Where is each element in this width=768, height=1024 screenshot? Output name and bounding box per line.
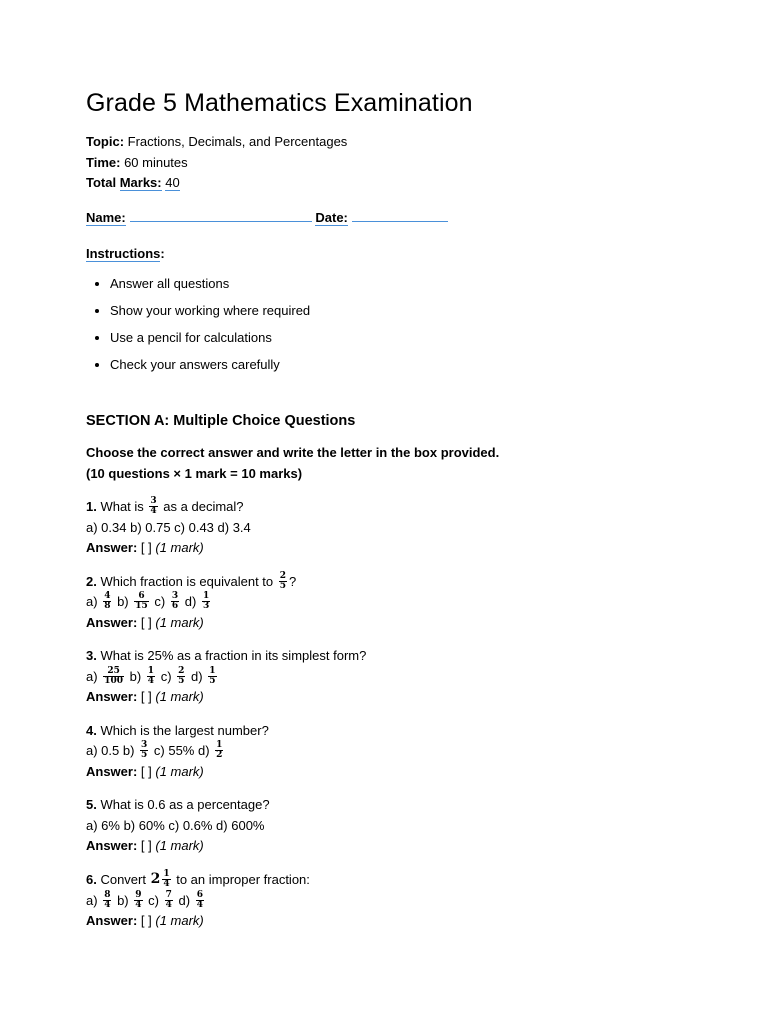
fraction	[208, 667, 216, 686]
question-number: 3.	[86, 648, 97, 664]
fraction	[202, 592, 210, 611]
fraction-denominator: 4	[165, 899, 172, 910]
answer-line	[86, 762, 706, 783]
total-value: 40	[165, 175, 180, 190]
mark-value: (1 mark)	[155, 614, 204, 630]
fraction	[162, 870, 170, 889]
fraction-numerator: 25	[103, 667, 124, 677]
answer-label: Answer:	[86, 689, 138, 705]
answer-line	[86, 911, 706, 932]
question-text: as a decimal?	[159, 499, 244, 515]
mark-value: (1 mark)	[155, 913, 204, 929]
question-text: Which is the largest number?	[96, 722, 269, 738]
question-4-stem	[86, 721, 706, 742]
exam-page	[86, 88, 706, 932]
fraction	[177, 667, 185, 686]
name-blank[interactable]	[130, 207, 312, 222]
question-number: 1.	[86, 499, 97, 515]
list-item: • Check your answers carefully	[110, 355, 706, 375]
total-marks-line	[86, 173, 706, 194]
question-2-options	[86, 592, 706, 613]
name-label: Name:	[86, 209, 126, 225]
list-item: • Answer all questions	[110, 274, 706, 294]
question-text: What is	[96, 499, 148, 515]
time-line	[86, 153, 706, 174]
time-value: 60 minutes	[124, 154, 188, 170]
option-text: a) 0.5 b)	[86, 743, 139, 759]
fraction-denominator: 4	[150, 506, 157, 517]
date-blank[interactable]	[352, 207, 448, 222]
fraction-denominator: 4	[104, 899, 111, 910]
fraction-denominator: 5	[178, 675, 185, 686]
option-label: c)	[148, 892, 159, 908]
answer-line	[86, 836, 706, 857]
question-6	[86, 870, 706, 932]
name-date-row	[86, 207, 706, 228]
fraction-denominator: 8	[104, 601, 111, 612]
page-title: Grade 5 Mathematics Examination	[86, 89, 473, 117]
question-1-options: a) 0.34 b) 0.75 c) 0.43 d) 3.4	[86, 519, 251, 535]
list-item: • Use a pencil for calculations	[110, 328, 706, 348]
option-label: b)	[117, 892, 129, 908]
fraction-denominator: 4	[147, 675, 155, 686]
fraction-numerator: 1	[163, 868, 170, 879]
topic-line	[86, 132, 706, 153]
fraction	[215, 741, 223, 760]
answer-label: Answer:	[86, 614, 138, 630]
instructions-heading	[86, 244, 706, 264]
question-text: to an improper fraction:	[172, 871, 310, 887]
instructions-heading-colon: :	[160, 245, 165, 261]
question-5-options: a) 6% b) 60% c) 0.6% d) 600%	[86, 817, 265, 833]
topic-label: Topic:	[86, 134, 125, 149]
question-text: Which fraction is equivalent to	[96, 573, 277, 589]
fraction-numerator: 8	[104, 889, 111, 900]
total-label-prefix: Total	[86, 175, 120, 190]
answer-box[interactable]: [ ]	[137, 540, 156, 556]
fraction-numerator: 1	[209, 665, 216, 676]
fraction	[134, 891, 142, 910]
section-a-instruction-2: (10 questions × 1 mark = 10 marks)	[86, 465, 303, 481]
fraction	[147, 667, 155, 686]
question-1	[86, 497, 706, 559]
question-number: 4.	[86, 722, 97, 738]
fraction-numerator: 3	[150, 496, 157, 507]
section-a-instruction-1: Choose the correct answer and write the letter in the box provided.	[86, 445, 500, 461]
mark-value: (1 mark)	[155, 838, 204, 854]
answer-box[interactable]: [ ]	[137, 913, 156, 929]
answer-line	[86, 613, 706, 634]
question-number: 5.	[86, 797, 97, 813]
fraction	[103, 667, 124, 686]
section-a-instructions	[86, 443, 706, 484]
option-label: d)	[191, 668, 203, 684]
total-label-marks: Marks:	[119, 175, 162, 190]
option-label: b)	[117, 594, 129, 610]
question-6-stem	[86, 870, 706, 891]
time-label: Time:	[86, 154, 121, 170]
question-text: What is 25% as a fraction in its simplest form?	[96, 648, 367, 664]
fraction-denominator: 3	[202, 601, 210, 612]
fraction-denominator: 6	[171, 601, 179, 612]
mixed-number-whole: 2	[150, 871, 161, 888]
option-label: c)	[160, 668, 172, 684]
fraction-numerator: 2	[178, 665, 185, 676]
question-4-options	[86, 741, 706, 762]
question-2-stem	[86, 572, 706, 593]
fraction-numerator: 1	[216, 740, 223, 751]
section-a-title: SECTION A: Multiple Choice Questions	[86, 413, 356, 430]
mark-value: (1 mark)	[155, 540, 204, 556]
answer-box[interactable]: [ ]	[137, 838, 156, 854]
fraction-denominator: 4	[196, 899, 203, 910]
question-5-stem	[86, 795, 706, 816]
question-6-options	[86, 891, 706, 912]
fraction-numerator: 6	[196, 889, 203, 900]
option-label: b)	[129, 668, 142, 684]
option-label: d)	[184, 594, 197, 610]
fraction	[140, 741, 148, 760]
fraction-denominator: 5	[141, 750, 148, 761]
fraction-denominator: 15	[135, 601, 148, 612]
fraction-numerator: 2	[279, 570, 287, 581]
instructions-heading-text: Instructions	[86, 245, 161, 261]
answer-label: Answer:	[86, 763, 138, 779]
fraction	[196, 891, 204, 910]
answer-line	[86, 687, 706, 708]
option-label: c)	[154, 594, 166, 610]
fraction-numerator: 3	[141, 740, 148, 751]
question-3-stem	[86, 646, 706, 667]
question-1-stem	[86, 497, 706, 518]
fraction-denominator: 2	[216, 750, 223, 761]
option-text: c) 55% d)	[150, 743, 214, 759]
fraction-denominator: 100	[104, 675, 123, 686]
answer-box[interactable]: [ ]	[137, 614, 156, 630]
fraction-numerator: 1	[147, 665, 155, 676]
option-label: d)	[178, 892, 191, 908]
fraction-numerator: 4	[104, 591, 111, 602]
fraction-denominator: 5	[279, 580, 287, 591]
question-4	[86, 721, 706, 783]
question-number: 6.	[86, 871, 97, 887]
answer-label: Answer:	[86, 540, 138, 556]
fraction-numerator: 6	[134, 592, 149, 602]
question-3	[86, 646, 706, 708]
exam-meta	[86, 132, 706, 194]
fraction-denominator: 5	[209, 675, 216, 686]
topic-value: Fractions, Decimals, and Percentages	[127, 134, 348, 149]
mark-value: (1 mark)	[155, 763, 204, 779]
fraction-numerator: 3	[171, 591, 179, 602]
fraction	[103, 891, 111, 910]
answer-box[interactable]: [ ]	[137, 689, 156, 705]
fraction	[134, 592, 149, 611]
option-label: a)	[86, 668, 98, 684]
fraction-numerator: 7	[165, 889, 172, 900]
fraction	[103, 592, 111, 611]
question-number: 2.	[86, 573, 97, 589]
question-5	[86, 795, 706, 857]
instructions-list	[86, 274, 706, 376]
fraction-numerator: 1	[202, 591, 210, 602]
fraction	[165, 891, 173, 910]
question-2	[86, 572, 706, 634]
date-label: Date:	[315, 209, 348, 225]
fraction-denominator: 4	[135, 899, 142, 910]
fraction	[279, 572, 287, 591]
list-item: • Show your working where required	[110, 301, 706, 321]
answer-box[interactable]: [ ]	[137, 763, 156, 779]
answer-label: Answer:	[86, 913, 138, 929]
fraction	[149, 497, 157, 516]
question-text: ?	[289, 573, 297, 589]
option-label: a)	[86, 594, 98, 610]
option-label: a)	[86, 892, 98, 908]
answer-label: Answer:	[86, 838, 138, 854]
question-text: Convert	[96, 871, 150, 887]
fraction	[171, 592, 179, 611]
fraction-numerator: 9	[135, 889, 142, 900]
question-text: What is 0.6 as a percentage?	[96, 797, 270, 813]
mark-value: (1 mark)	[155, 689, 204, 705]
fraction-denominator: 4	[163, 878, 170, 889]
question-3-options	[86, 667, 706, 688]
answer-line	[86, 538, 706, 559]
